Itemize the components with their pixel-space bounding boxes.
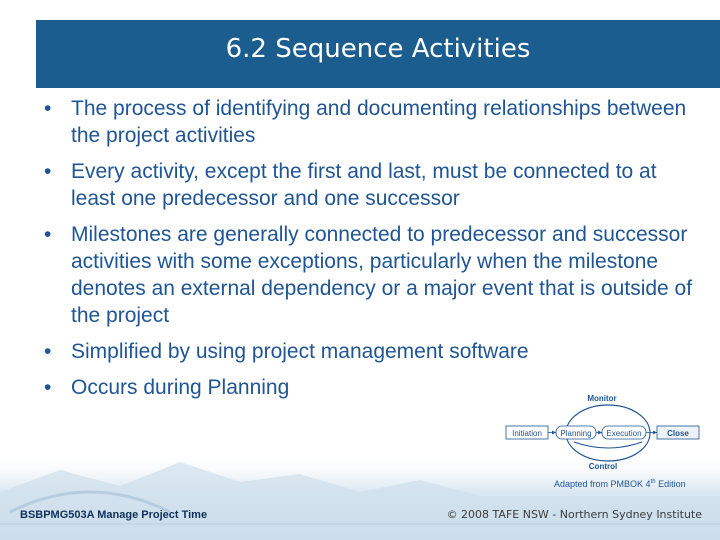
- bullet-text: Simplified by using project management software: [71, 340, 529, 363]
- bullet-text: Every activity, except the first and last, must be connected to at least one predecessor and one successor: [71, 160, 657, 210]
- footer-copyright: © 2008 TAFE NSW - Northern Sydney Institute: [446, 508, 702, 521]
- diagram-label-control: Control: [588, 462, 618, 471]
- process-diagram: [504, 392, 704, 474]
- footer-course-code: BSBPMG503A Manage Project Time: [20, 509, 208, 521]
- bullet-item: [44, 338, 694, 365]
- caption-suffix: Edition: [655, 479, 686, 489]
- bullet-text: The process of identifying and documenting relationships between the project activities: [71, 97, 687, 147]
- diagram-stage-initiation: Initiation: [512, 429, 542, 438]
- bullet-item: [44, 95, 694, 149]
- title-bar: [36, 20, 720, 88]
- bullet-item: [44, 158, 694, 212]
- diagram-stage-planning: Planning: [560, 429, 592, 438]
- bullet-list: [44, 95, 694, 410]
- bullet-icon: •: [44, 160, 52, 183]
- caption-text: Adapted from PMBOK 4: [554, 479, 651, 489]
- caption-superscript: th: [650, 479, 656, 485]
- diagram-stage-close: Close: [667, 429, 689, 438]
- diagram-stage-execution: Execution: [606, 429, 642, 438]
- bullet-icon: •: [44, 376, 52, 399]
- slide-title: 6.2 Sequence Activities: [225, 34, 531, 64]
- diagram-label-monitor: Monitor: [587, 394, 617, 403]
- bullet-icon: •: [44, 97, 52, 120]
- bullet-text: Milestones are generally connected to predecessor and successor activities with some exceptions, particularly when the milestone denotes an external dependency or a major event that is outside of the project: [71, 223, 693, 327]
- diagram-caption: [554, 479, 686, 489]
- bullet-item: [44, 221, 694, 329]
- bullet-icon: •: [44, 340, 52, 363]
- bullet-text: Occurs during Planning: [71, 376, 290, 399]
- bullet-icon: •: [44, 223, 52, 246]
